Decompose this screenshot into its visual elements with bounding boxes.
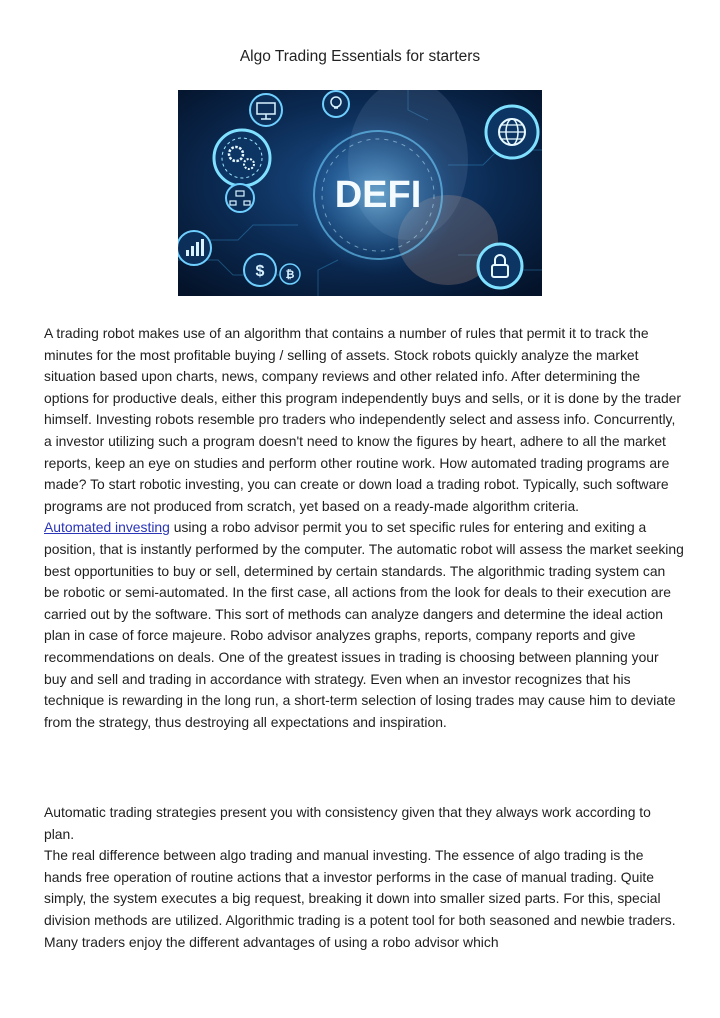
bar-chart-icon — [178, 231, 211, 265]
hero-image — [178, 90, 542, 296]
defi-logo-text: DEFI — [334, 174, 422, 216]
paragraph: The real difference between algo trading and manual investing. The essence of algo trading is the hands free operation of routine actions that a investor performs in the case of manual trading. Quite simply, the system executes a big request, breaking it down into smaller sized parts. For this, special division methods are utilized. Algorithmic trading is a potent tool for both seasoned and newbie traders. Many traders enjoy the different advantages of using a robo advisor which — [44, 847, 676, 950]
automated-investing-link[interactable]: Automated investing — [44, 519, 170, 536]
svg-text:₿: ₿ — [285, 269, 295, 281]
document-title: Algo Trading Essentials for starters — [239, 48, 481, 65]
lock-icon — [478, 244, 522, 288]
article-body — [44, 323, 684, 733]
svg-text:$: $ — [255, 263, 265, 280]
article-body-continued — [44, 802, 684, 953]
lightbulb-icon — [323, 91, 349, 117]
presentation-chart-icon — [250, 94, 282, 126]
paragraph: A trading robot makes use of an algorithm that contains a number of rules that permit it to track the minutes for the most profitable buying / selling of assets. Stock robots quickly analyze the market situation based upon charts, news, company reviews and other related info. After determining the options for productive deals, either this program independently buys and sells, or it is done by the trader himself. Investing robots resemble pro traders who independently select and assess info. Concurrently, a investor utilizing such a program doesn't need to know the figures by heart, adhere to all the market reports, keep an eye on studies and perform other routine work. How automated trading programs are made? To start robotic investing, you can create or down load a trading robot. Typically, such software programs are not produced from scratch, yet based on a ready-made algorithm criteria. — [44, 325, 682, 514]
dollar-icon — [244, 254, 276, 286]
paragraph — [44, 517, 684, 733]
gears-icon — [214, 130, 270, 186]
paragraph: Automatic trading strategies present you with consistency given that they always work according to plan. — [44, 804, 651, 842]
globe-icon — [486, 106, 538, 158]
bitcoin-icon — [280, 264, 300, 284]
network-icon — [226, 184, 254, 212]
paragraph-text: using a robo advisor permit you to set specific rules for entering and exiting a position, that is instantly performed by the computer. The automatic robot will assess the market seeking best opportunities to buy or sell, determined by certain standards. The algorithmic trading system can be robotic or semi-automated. In the first case, all actions from the look for deals to their execution are carried out by the software. This sort of methods can analyze dangers and determine the ideal action plan in case of force majeure. Robo advisor analyzes graphs, reports, company reports and give recommendations on deals. One of the greatest issues in trading is choosing between planning your buy and sell and trading in accordance with strategy. Even when an investor recognizes that his technique is rewarding in the long run, a short-term selection of losing trades may cause him to deviate from the strategy, thus destroying all expectations and inspiration. — [44, 519, 684, 730]
